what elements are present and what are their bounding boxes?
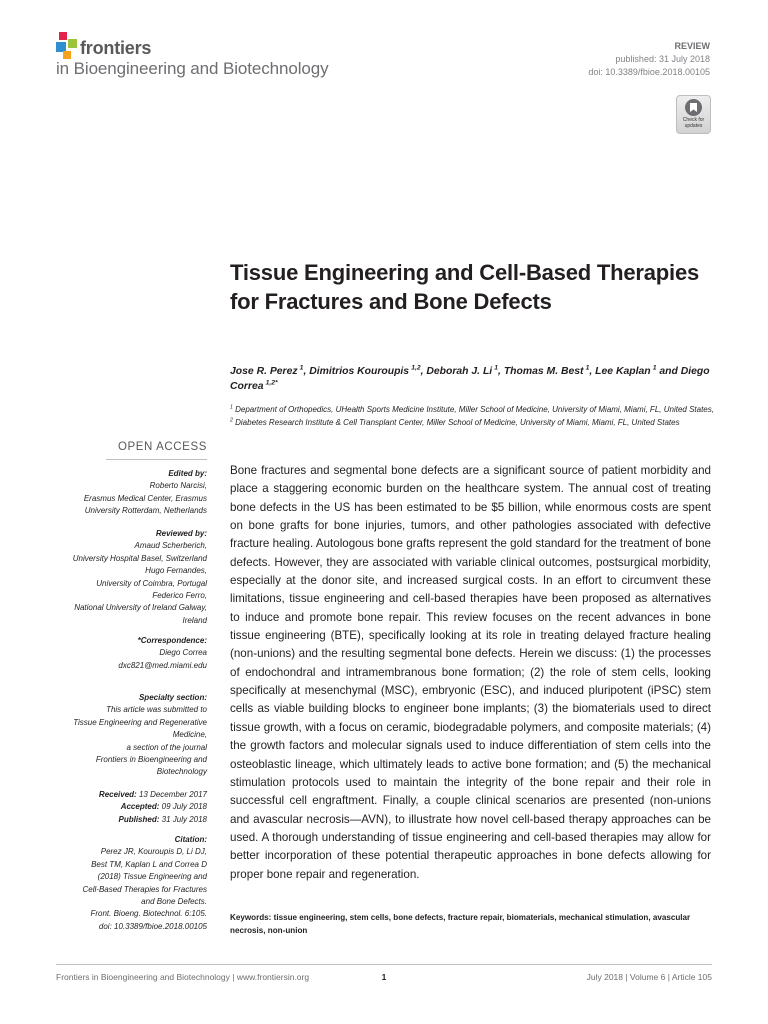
reviewed-by-section [20, 528, 207, 627]
author-name[interactable]: Deborah J. Li [426, 366, 493, 377]
logo-square-blue [56, 42, 66, 52]
author-affiliation-marker: 1 [494, 364, 499, 372]
reviewer-line: Hugo Fernandes, [145, 566, 207, 576]
editor-line: Roberto Narcisi, [149, 481, 207, 491]
reviewer-line: University Hospital Basel, Switzerland [72, 553, 207, 563]
edited-by-section [20, 468, 207, 518]
open-access-label: OPEN ACCESS [117, 441, 207, 453]
specialty-line: Biotechnology [156, 767, 207, 777]
citation-line: doi: 10.3389/fbioe.2018.00105 [98, 921, 207, 931]
author-name[interactable]: Diego Correa [230, 366, 710, 392]
logo-square-green [68, 39, 77, 48]
journal-name: in Bioengineering and Biotechnology [56, 59, 329, 78]
specialty-list [20, 704, 207, 778]
author-affiliation-marker: 1 [652, 364, 657, 372]
specialty-line: a section of the journal [126, 742, 207, 752]
logo-square-orange [63, 51, 71, 59]
correspondence-list [20, 647, 207, 672]
citation-line: Perez JR, Kouroupis D, Li DJ, [100, 847, 207, 857]
reviewed-by-label: Reviewed by: [155, 529, 207, 538]
article-type: REVIEW [674, 41, 710, 51]
divider [106, 459, 207, 460]
author-name[interactable]: Thomas M. Best [503, 366, 584, 377]
published-date: published: 31 July 2018 [615, 54, 710, 64]
author-affiliation-marker: 1,2* [265, 379, 278, 387]
citation-line: (2018) Tissue Engineering and [97, 872, 207, 882]
article-meta [588, 40, 710, 79]
check-badge-label: Check for updates [682, 117, 705, 129]
citation-line: Best TM, Kaplan L and Correa D [91, 859, 207, 869]
bookmark-icon [685, 99, 702, 116]
citation-line: Front. Bioeng. Biotechnol. 6:105. [90, 909, 207, 919]
page-number: 1 [381, 972, 387, 982]
keywords-label: Keywords: [230, 913, 272, 922]
author-affiliation-marker: 1 [299, 364, 304, 372]
specialty-section [20, 692, 207, 779]
edited-by-list [20, 480, 207, 517]
specialty-line: Medicine, [172, 730, 207, 740]
author-name[interactable]: Jose R. Perez [230, 366, 298, 377]
reviewer-line: Ireland [182, 615, 207, 625]
specialty-line: This article was submitted to [106, 705, 207, 715]
specialty-line: Tissue Engineering and Regenerative [73, 717, 207, 727]
footer-issue-info: July 2018 | Volume 6 | Article 105 [586, 972, 712, 982]
footer-journal-link[interactable]: Frontiers in Bioengineering and Biotechnology | www.frontiersin.org [56, 972, 310, 982]
author-name[interactable]: Dimitrios Kouroupis [309, 366, 410, 377]
logo-square-red [59, 32, 67, 40]
citation-section [20, 834, 207, 933]
footer-divider [56, 964, 712, 965]
reviewer-line: University of Coimbra, Portugal [96, 578, 207, 588]
affiliations [230, 404, 716, 429]
edited-by-label: Edited by: [168, 469, 207, 478]
reviewed-by-list [20, 540, 207, 627]
affiliation-text: Department of Orthopedics, UHealth Sports Medicine Institute, Miller School of Medicine, University of Miami, Miami, FL, United States, [232, 405, 714, 414]
citation-text [20, 846, 207, 933]
accepted-date: Accepted: 09 July 2018 [120, 802, 207, 812]
correspondence-line: Diego Correa [159, 648, 207, 658]
author-list: Jose R. Perez $^1$, Dimitrios Kouroupis $^{1,2}$, Deborah J. Li $^1$, Thomas M. Best $^1$, Lee Kaplan $^1$ and Diego Correa $^{1,2*}$ [230, 364, 710, 392]
doi[interactable]: doi: 10.3389/fbioe.2018.00105 [588, 67, 710, 77]
received-date: Received: 13 December 2017 [98, 790, 207, 799]
editor-line: University Rotterdam, Netherlands [84, 506, 207, 516]
affiliation-text: Diabetes Research Institute & Cell Transplant Center, Miller School of Medicine, University of Miami, Miami, FL, United States [232, 417, 680, 427]
frontiers-logo [56, 32, 78, 60]
specialty-line: Frontiers in Bioengineering and [95, 755, 207, 765]
article-title: Tissue Engineering and Cell-Based Therapies for Fractures and Bone Defects [230, 260, 700, 314]
brand-name: frontiers [80, 38, 152, 58]
citation-line: and Bone Defects. [141, 897, 207, 907]
dates-section [20, 789, 207, 826]
correspondence-line: dxc821@med.miami.edu [118, 660, 207, 670]
reviewer-line: Amaud Scherberich, [134, 541, 207, 551]
keywords-list: tissue engineering, stem cells, bone defects, fracture repair, biomaterials, mechanical stimulation, avascular necrosis, non-union [230, 913, 691, 935]
affiliation-marker: 2 [230, 416, 233, 423]
author-name[interactable]: Lee Kaplan [595, 366, 651, 377]
published-date-side: Published: 31 July 2018 [118, 814, 207, 824]
abstract: Bone fractures and segmental bone defects are a significant source of patient morbidity and place a staggering economic burden on the healthcare system. The annual cost of treating bone defects in the US has been estimated to be $5 billion, while enormous costs are spent on bone grafts for bone injuries, tumors, and other pathologies associated with defective fracture healing. Autologous bone grafts represent the gold standard for the treatment of bone defects. However, they are associated with variable clinical outcomes, postsurgical morbidity, especially at the donor site, and increased surgical costs. In an effort to circumvent these limitations, tissue engineering and cell-based therapies have been proposed as alternatives to induce and promote bone repair. This review focuses on the recent advances in bone tissue engineering (BTE), specifically looking at its role in treating delayed fracture healing (non-unions) and the resulting segmental bone defects. Herein we discuss: (1) the processes of endochondral and intramembranous bone formation; (2) the role of stem cells, looking specifically at mesenchymal (MSC), embryonic (ESC), and induced pluripotent (iPSC) stem cells as viable building blocks to engineer bone implants; (3) the biomaterials used to direct tissue growth, with a focus on ceramic, biodegradable polymers, and composite materials; (4) the growth factors and molecular signals used to induce differentiation of stem cells into the osteoblastic lineage, which ultimately leads to active bone formation; and (5) the mechanical stimulation protocols used to maintain the integrity of the bone repair and their role in successful cell engraftment. Finally, a couple clinical scenarios are presented (non-unions and avascular necrosis—AVN), to illustrate how novel cell-based therapy approaches can be used. A thorough understanding of tissue engineering and cell-based therapies may allow for better incorporation of these potential therapeutic approaches in bone defects allowing for proper bone repair and regeneration. [230, 464, 711, 881]
citation-label: Citation: [174, 835, 207, 844]
correspondence-section [20, 635, 207, 672]
editor-line: Erasmus Medical Center, Erasmus [83, 493, 207, 503]
correspondence-label: *Correspondence: [137, 636, 207, 645]
citation-line: Cell-Based Therapies for Fractures [82, 884, 207, 894]
affiliation-marker: 1 [230, 404, 233, 411]
reviewer-line: Federico Ferro, [152, 591, 207, 601]
reviewer-line: National University of Ireland Galway, [74, 603, 207, 613]
specialty-label: Specialty section: [138, 693, 207, 702]
author-affiliation-marker: 1,2 [411, 364, 421, 372]
keywords [230, 912, 716, 937]
check-for-updates-button[interactable] [676, 95, 711, 134]
author-affiliation-marker: 1 [585, 364, 590, 372]
